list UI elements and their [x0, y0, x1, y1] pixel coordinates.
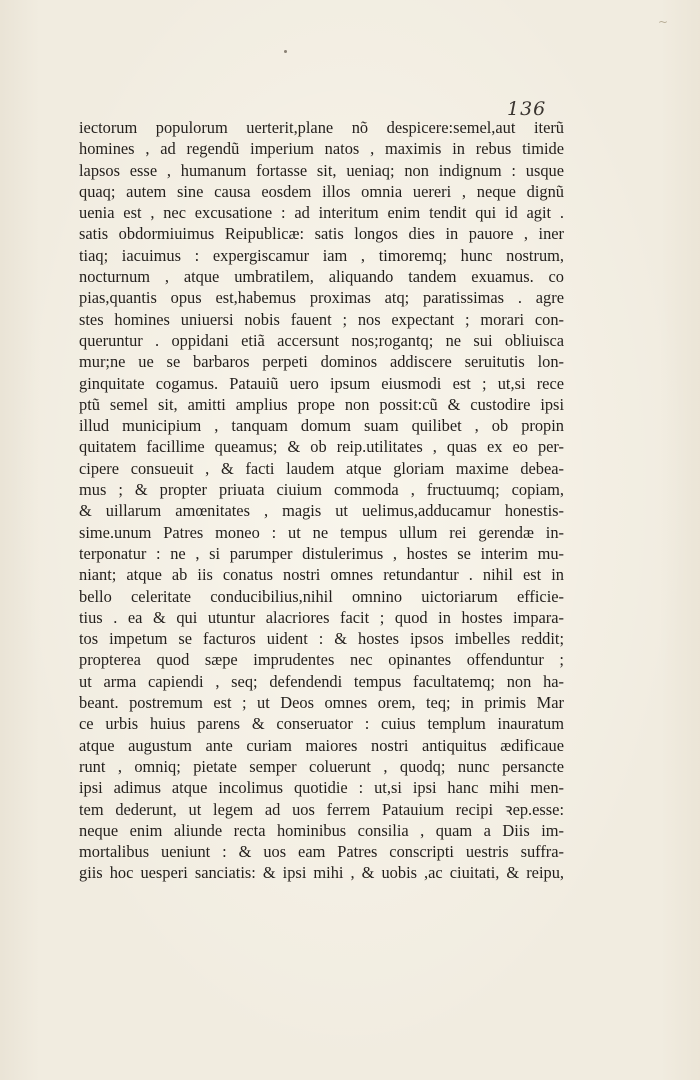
text-line: cipere consueuit , & facti laudem atque gloriam maxime debea-: [79, 458, 564, 478]
text-line: & uillarum amœnitates , magis ut uelimus,adducamur honestis-: [79, 501, 564, 521]
text-line: pias,quantis opus est,habemus proximas atq; paratissimas . agre: [79, 288, 564, 308]
text-line: mus ; & propter priuata ciuium commoda , fructuumq; copiam,: [79, 480, 564, 500]
text-line: neque enim aliunde recta hominibus consilia , quam a Diis im-: [79, 820, 564, 840]
text-line: nocturnum , atque umbratilem, aliquando tandem exuamus. co: [79, 267, 564, 287]
text-line: tius . ea & qui utuntur alacriores facit ; quod in hostes impara-: [79, 607, 564, 627]
text-line: ce urbis huius parens & conseruator : cuius templum inauratum: [79, 714, 564, 734]
corner-smudge: ~: [658, 15, 669, 29]
text-line: ginquitate cogamus. Patauiũ uero ipsum eiusmodi est ; ut,si rece: [79, 373, 564, 393]
body-text: [79, 117, 564, 884]
text-line: propterea quod sæpe imprudentes nec opinantes offenduntur ;: [79, 650, 564, 670]
text-line: homines , ad regendũ imperium natos , maximis in rebus timide: [79, 139, 564, 159]
text-line: ipsi adimus atque incolimus quotidie : ut,si ipsi hanc mihi men-: [79, 778, 564, 798]
text-line: uenia est , nec excusatione : ad interitum enim tendit qui id agit .: [79, 203, 564, 223]
text-line: mortalibus ueniunt : & uos eam Patres conscripti uestris suffra-: [79, 842, 564, 862]
text-line: tem dederunt, ut legem ad uos ferrem Patauium recipi ꝛep.esse:: [79, 799, 564, 819]
ink-speck: [284, 50, 287, 53]
text-line: terponatur : ne , si parumper distulerimus , hostes se interim mu-: [79, 543, 564, 563]
text-line: tos impetum se facturos uident : & hostes ipsos imbelles reddit;: [79, 629, 564, 649]
text-line: niant; atque ab iis conatus nostri omnes retundantur . nihil est in: [79, 565, 564, 585]
text-line: beant. postremum est ; ut Deos omnes orem, teq; in primis Mar: [79, 693, 564, 713]
text-line: iectorum populorum uerterit,plane nõ despicere:semel,aut iterũ: [79, 118, 564, 137]
text-line: quaq; autem sine causa eosdem illos omnia uereri , neque dignũ: [79, 181, 564, 201]
text-line: lapsos esse , humanum fortasse sit, ueniaq; non indignum : usque: [79, 160, 564, 180]
text-line: ptũ semel sit, amitti amplius prope non possit:cũ & custodire ipsi: [79, 394, 564, 414]
text-line: ut arma capiendi , seq; defendendi tempus facultatemq; non ha-: [79, 671, 564, 691]
page-number: 136: [507, 98, 547, 120]
text-line: bello celeritate conducibilius,nihil omnino uictoriarum efficie-: [79, 586, 564, 606]
text-line: tiaq; iacuimus : expergiscamur iam , timoremq; hunc nostrum,: [79, 245, 564, 265]
text-line: satis obdormiuimus Reipublicæ: satis longos dies in pauore , iner: [79, 224, 564, 244]
text-line: runt , omniq; pietate semper coluerunt , quodq; nunc persancte: [79, 756, 564, 776]
text-line: illud municipium , tanquam domum suam quilibet , ob propin: [79, 416, 564, 436]
text-line: quitatem facillime queamus; & ob reip.utilitates , quas ex eo per-: [79, 437, 564, 457]
text-line: sime.unum Patres moneo : ut ne tempus ullum rei gerendæ in-: [79, 522, 564, 542]
text-line: giis hoc uesperi sanciatis: & ipsi mihi , & uobis ,ac ciuitati, & reipu,: [79, 863, 564, 883]
text-line: mur;ne ue se barbaros perpeti dominos addiscere seruitutis lon-: [79, 352, 564, 372]
text-line: queruntur . oppidani etiã accersunt nos;rogantq; ne sui obliuisca: [79, 330, 564, 350]
text-line: stes homines uniuersi nobis fauent ; nos expectant ; morari con-: [79, 309, 564, 329]
text-line: atque augustum ante curiam maiores nostri antiquitus ædificaue: [79, 735, 564, 755]
